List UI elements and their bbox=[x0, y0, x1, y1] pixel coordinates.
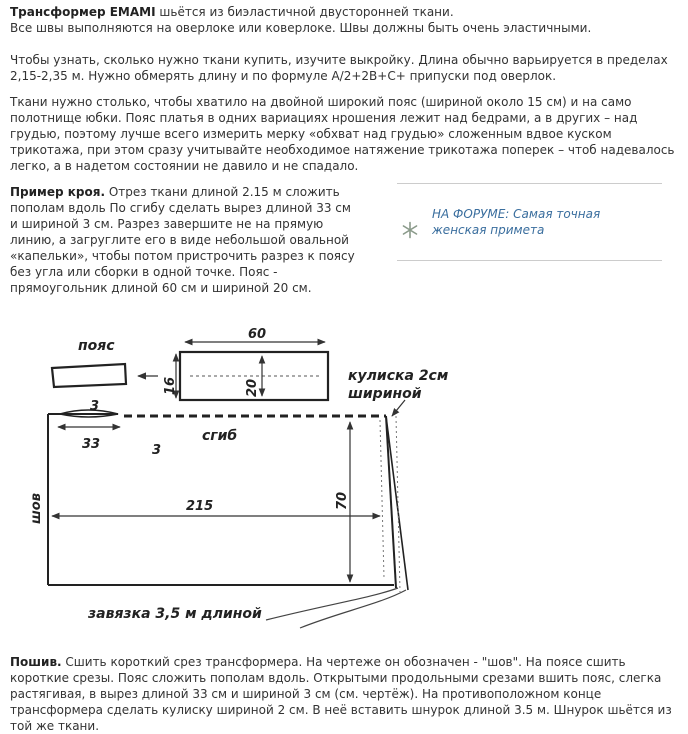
intro-line2: Все швы выполняются на оверлоке или коверлоке. Швы должны быть очень эластичными. bbox=[10, 21, 592, 35]
seam-label: шов bbox=[29, 493, 44, 524]
intro-paragraph bbox=[10, 4, 682, 36]
cut-example-text: Отрез ткани длиной 2.15 м сложить пополам вдоль По сгибу сделать вырез длиной 33 см и шириной 3 см. Разрез завершите не на прямую линию, а загруглите его в виде небольшой овальной «капельки», чтобы потом пристрочить разрез к поясу без угла или сборки в одной точке. Пояс - прямоугольник длиной 60 см и шириной 20 см. bbox=[10, 185, 355, 295]
pattern-drawing bbox=[0, 300, 688, 645]
tie-strings bbox=[266, 588, 406, 628]
sewing-label: Пошив. bbox=[10, 655, 62, 669]
tie-label: завязка 3,5 м длиной bbox=[88, 606, 262, 622]
snowflake-icon bbox=[401, 221, 419, 239]
fabric-amount-paragraph: Ткани нужно столько, чтобы хватило на двойной широкий пояс (шириной около 15 см) и на само полотнище юбки. Пояс платья в одних вариациях нрошения лежит над бедрами, а в других – над грудью, поэтому лучше всего измерить мерку «обхват над грудью» сложенным вдвое куском трикотажа, при этом сразу учитывайте необходимое натяжение трикотажа поперек – чтоб надевалось легко, а в надетом состоянии не давило и не спадало. bbox=[10, 95, 675, 173]
cut-width-label-2: 3 bbox=[152, 443, 162, 458]
cut-example-label: Пример кроя. bbox=[10, 185, 105, 199]
cut-length-label: 33 bbox=[82, 437, 101, 452]
sewing-text: Сшить короткий срез трансформера. На чертеже он обозначен - "шов". На поясе сшить короткие срезы. Пояс сложить пополам вдоль. Открытыми продольными срезами вшить пояс, слегка растягивая, в вырез длиной 33 см и шириной 3 см (см. чертёж). На противоположном конце трансформера сделать кулиску шириной 2 см. В неё вставить шнурок длиной 3.5 м. Шнурок шьётся из той же ткани. bbox=[10, 655, 672, 733]
cut-example-paragraph bbox=[10, 184, 362, 296]
belt-length-label: 60 bbox=[248, 327, 267, 342]
height-label: 70 bbox=[335, 491, 350, 510]
forum-divider-bottom bbox=[397, 260, 662, 261]
forum-divider-top bbox=[397, 183, 662, 184]
belt-large-piece bbox=[163, 327, 328, 400]
intro-line1: шьётся из биэластичной двусторонней ткани. bbox=[155, 5, 454, 19]
fabric-length-paragraph: Чтобы узнать, сколько нужно ткани купить, изучите выкройку. Длина обычно варьируется в пределах 2,15-2,35 м. Нужно обмерять длину и по формуле А/2+2В+С+ припуски под оверлок. bbox=[10, 53, 668, 83]
channel-label-1: кулиска 2см bbox=[348, 368, 449, 384]
forum-link[interactable] bbox=[432, 206, 632, 238]
intro-title: Трансформер EMAMI bbox=[10, 5, 156, 19]
cut-width-label: 3 bbox=[90, 399, 100, 414]
fold-label: сгиб bbox=[202, 428, 238, 444]
total-length-label: 215 bbox=[186, 499, 214, 514]
belt-label: пояс bbox=[78, 338, 115, 354]
sewing-paragraph bbox=[10, 654, 686, 734]
belt-small-piece bbox=[52, 338, 126, 387]
belt-width-inner: 20 bbox=[245, 378, 260, 397]
channel-label-2: шириной bbox=[348, 386, 422, 402]
forum-label: НА ФОРУМЕ: bbox=[432, 207, 510, 221]
forum-link-text[interactable]: Самая точная женская примета bbox=[432, 207, 601, 237]
belt-width-outer: 16 bbox=[163, 376, 178, 395]
channel-arrow bbox=[392, 400, 405, 416]
